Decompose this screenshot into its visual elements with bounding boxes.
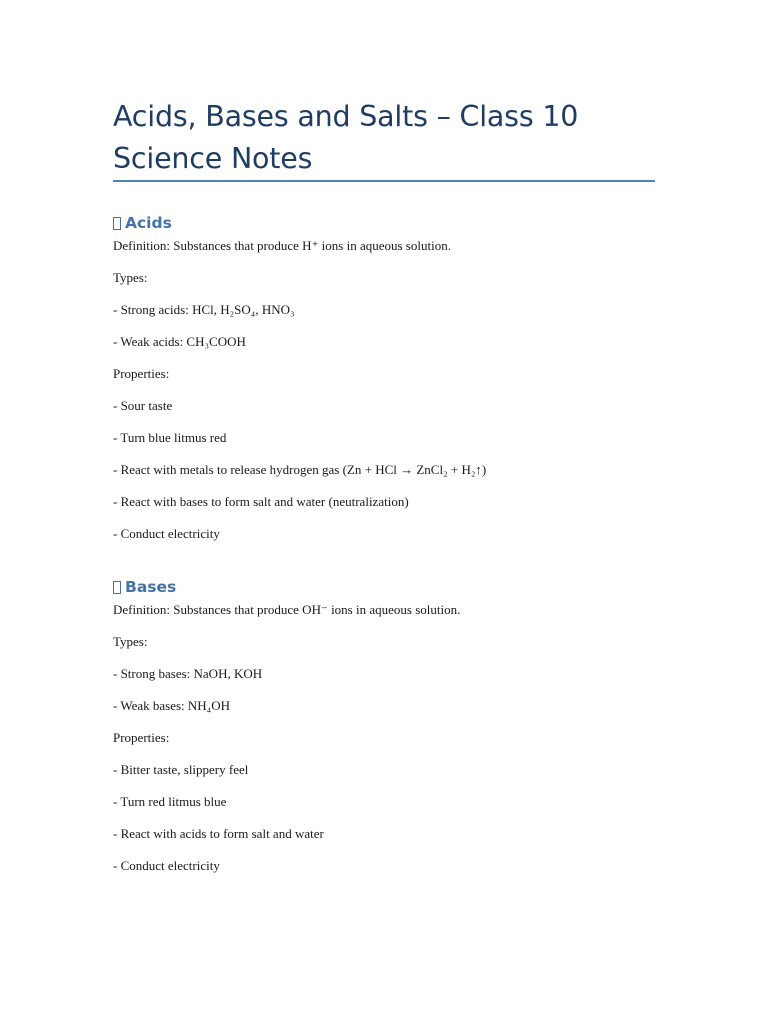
list-item: - Strong acids: HCl, H₂SO₄, HNO₃ <box>113 302 295 317</box>
section-acids <box>113 211 655 542</box>
properties-label: Properties: <box>113 730 170 745</box>
section-bases <box>113 575 655 874</box>
definition-text: Definition: Substances that produce H⁺ ions in aqueous solution. <box>113 238 451 253</box>
list-item: - React with bases to form salt and water (neutralization) <box>113 494 409 509</box>
missing-glyph-icon <box>113 217 121 230</box>
missing-glyph-icon <box>113 581 121 594</box>
list-item: - Strong bases: NaOH, KOH <box>113 666 263 681</box>
list-item: - Turn red litmus blue <box>113 794 227 809</box>
section-heading-text: Bases <box>125 578 177 596</box>
title-underline <box>113 180 655 182</box>
types-label: Types: <box>113 634 148 649</box>
list-item: - Bitter taste, slippery feel <box>113 762 249 777</box>
page-title: Acids, Bases and Salts – Class 10 Science Notes <box>113 100 579 175</box>
list-item: - Sour taste <box>113 398 173 413</box>
section-heading-acids <box>113 211 655 235</box>
properties-label: Properties: <box>113 366 170 381</box>
section-heading-bases <box>113 575 655 599</box>
types-label: Types: <box>113 270 148 285</box>
list-item: - Turn blue litmus red <box>113 430 227 445</box>
list-item: - Conduct electricity <box>113 858 220 873</box>
list-item: - React with acids to form salt and water <box>113 826 324 841</box>
list-item: - Conduct electricity <box>113 526 220 541</box>
list-item: - React with metals to release hydrogen gas (Zn + HCl → ZnCl₂ + H₂↑) <box>113 462 487 477</box>
definition-text: Definition: Substances that produce OH⁻ ions in aqueous solution. <box>113 602 461 617</box>
list-item: - Weak acids: CH₃COOH <box>113 334 246 349</box>
section-heading-text: Acids <box>125 214 172 232</box>
list-item: - Weak bases: NH₄OH <box>113 698 230 713</box>
